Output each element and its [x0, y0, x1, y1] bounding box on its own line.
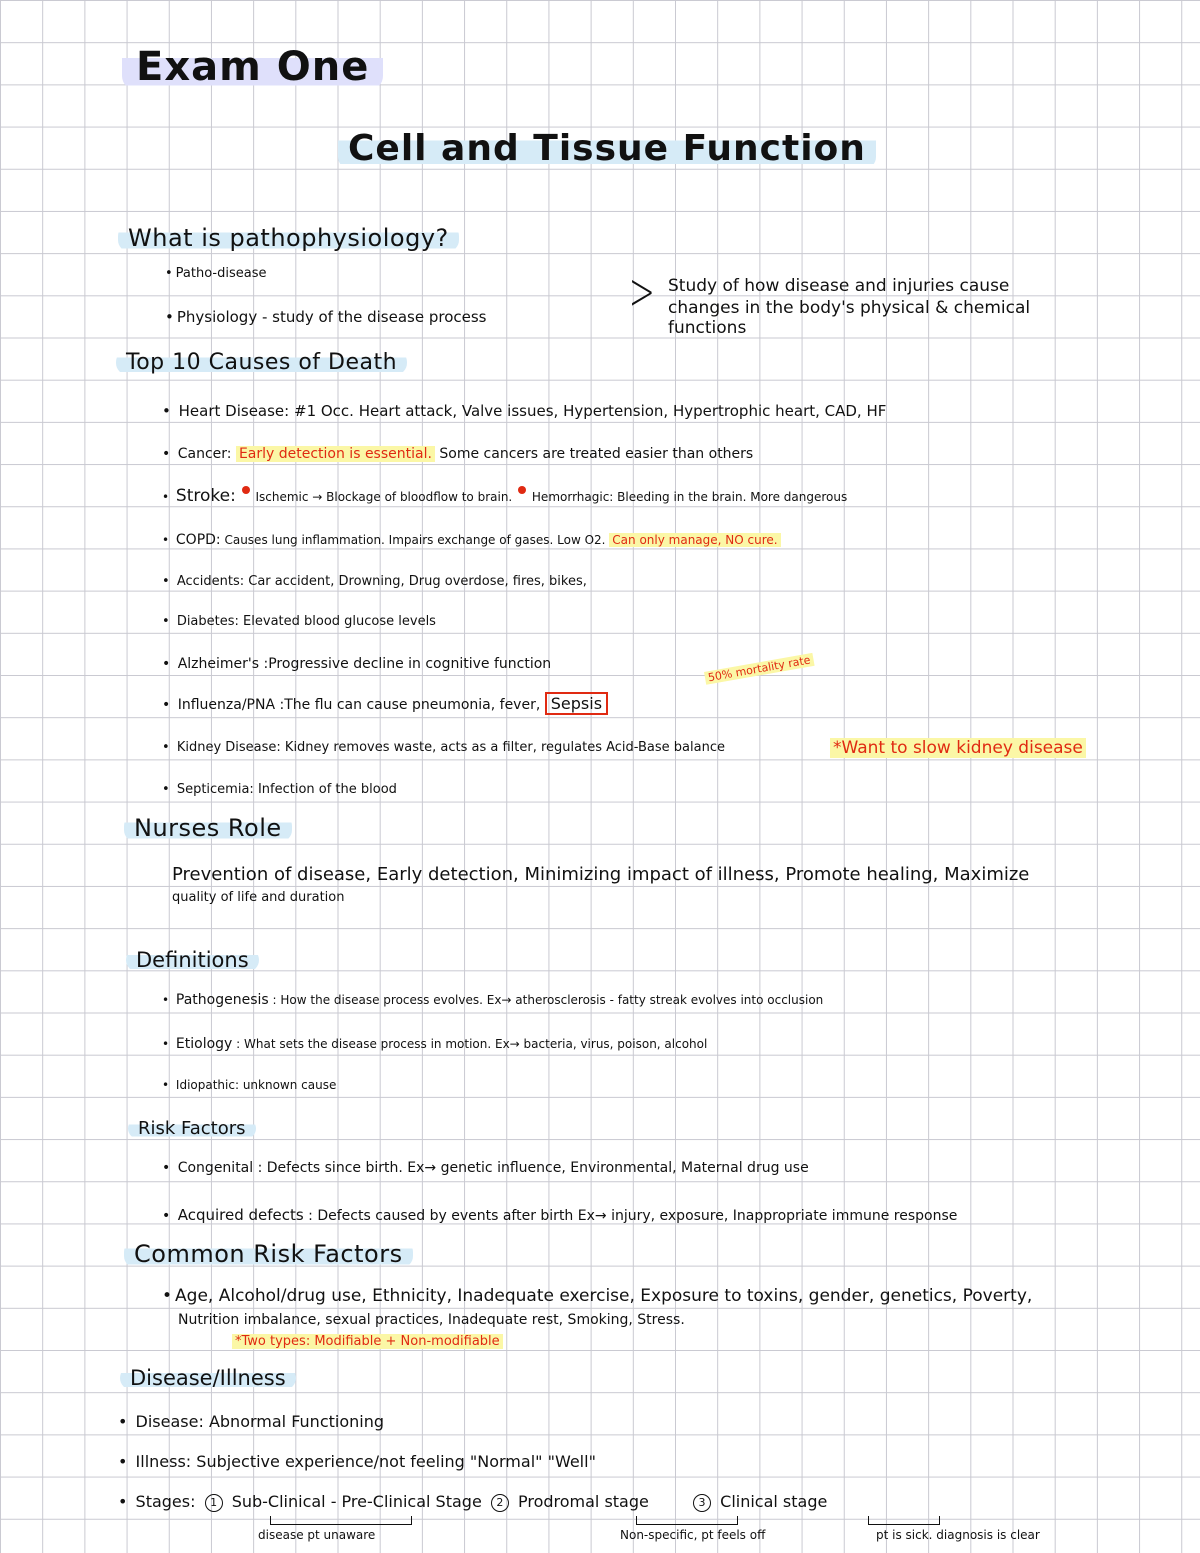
patho-summary-line-1: Study of how disease and injuries cause	[668, 276, 1010, 296]
section-heading-risk-factors: Risk Factors	[128, 1118, 256, 1139]
cause-septicemia: • Septicemia: Infection of the blood	[162, 782, 397, 797]
stages-row: • Stages: 1 Sub-Clinical - Pre-Clinical Stage 2 Prodromal stage 3 Clinical stage	[118, 1492, 827, 1512]
cause-alzheimers: • Alzheimer's :Progressive decline in cognitive function	[162, 656, 551, 672]
risk-acquired: • Acquired defects : Defects caused by events after birth Ex→ injury, exposure, Inappropriate immune response	[162, 1206, 957, 1224]
cause-kidney-disease: • Kidney Disease: Kidney removes waste, acts as a filter, regulates Acid-Base balance	[162, 740, 725, 755]
marker-icon	[242, 486, 250, 494]
brace-arrow: >	[628, 262, 655, 322]
stage-1-number: 1	[205, 1494, 223, 1512]
stage-3-number: 3	[693, 1494, 711, 1512]
patho-summary-line-2: changes in the body's physical & chemical	[668, 298, 1031, 318]
risk-congenital: • Congenital : Defects since birth. Ex→ genetic influence, Environmental, Maternal drug use	[162, 1160, 809, 1176]
patho-bullet-1: • Patho-disease	[165, 266, 267, 281]
illness-definition: • Illness: Subjective experience/not feeling "Normal" "Well"	[118, 1452, 596, 1471]
nurses-line-1: Prevention of disease, Early detection, Minimizing impact of illness, Promote healing, Maximize	[172, 864, 1030, 885]
kidney-note: *Want to slow kidney disease	[830, 738, 1086, 758]
marker-icon	[518, 486, 526, 494]
section-heading-pathophysiology: What is pathophysiology?	[118, 224, 459, 252]
nurses-line-2: quality of life and duration	[172, 890, 345, 905]
cause-influenza: • Influenza/PNA :The flu can cause pneumonia, fever, Sepsis	[162, 694, 608, 713]
patho-bullet-2: • Physiology - study of the disease process	[165, 308, 487, 326]
section-heading-common-risk: Common Risk Factors	[124, 1240, 413, 1268]
cause-copd: • COPD: Causes lung inflammation. Impairs exchange of gases. Low O2. Can only manage, NO cure.	[162, 532, 781, 548]
stage-1-bracket	[270, 1516, 412, 1525]
stage-2-bracket	[636, 1516, 738, 1525]
exam-title: Exam One	[122, 44, 383, 90]
stage-2-number: 2	[491, 1494, 509, 1512]
common-risk-line-2: Nutrition imbalance, sexual practices, Inadequate rest, Smoking, Stress.	[178, 1312, 685, 1328]
section-heading-disease-illness: Disease/Illness	[120, 1366, 296, 1390]
section-heading-nurses: Nurses Role	[124, 814, 292, 842]
disease-definition: • Disease: Abnormal Functioning	[118, 1412, 384, 1431]
def-idiopathic: • Idiopathic: unknown cause	[162, 1078, 336, 1092]
cause-diabetes: • Diabetes: Elevated blood glucose levels	[162, 614, 436, 629]
common-risk-line-1: • Age, Alcohol/drug use, Ethnicity, Inadequate exercise, Exposure to toxins, gender, genetics, Poverty,	[162, 1286, 1032, 1306]
page-title: Cell and Tissue Function	[338, 128, 876, 169]
cause-cancer: • Cancer: Early detection is essential. Some cancers are treated easier than others	[162, 446, 753, 462]
section-heading-causes: Top 10 Causes of Death	[116, 350, 407, 375]
common-risk-note: *Two types: Modifiable + Non-modifiable	[232, 1334, 503, 1349]
cause-heart-disease: • Heart Disease: #1 Occ. Heart attack, Valve issues, Hypertension, Hypertrophic heart, CAD, HF	[162, 402, 886, 420]
stage-1-note: disease pt unaware	[258, 1528, 376, 1542]
stage-3-note: pt is sick. diagnosis is clear	[876, 1528, 1040, 1542]
patho-summary-line-3: functions	[668, 318, 747, 338]
stage-3-bracket	[868, 1516, 940, 1525]
sepsis-note: 50% mortality rate	[704, 653, 814, 685]
sepsis-box: Sepsis	[545, 692, 608, 715]
section-heading-definitions: Definitions	[126, 948, 259, 972]
def-pathogenesis: • Pathogenesis : How the disease process evolves. Ex→ atherosclerosis - fatty streak evolves into occlusion	[162, 992, 823, 1008]
stage-2-note: Non-specific, pt feels off	[620, 1528, 766, 1542]
cause-stroke: • Stroke: Ischemic → Blockage of bloodflow to brain. Hemorrhagic: Bleeding in the brain. More dangerous	[162, 486, 847, 506]
def-etiology: • Etiology : What sets the disease process in motion. Ex→ bacteria, virus, poison, alcohol	[162, 1036, 707, 1052]
cause-accidents: • Accidents: Car accident, Drowning, Drug overdose, fires, bikes,	[162, 574, 587, 589]
